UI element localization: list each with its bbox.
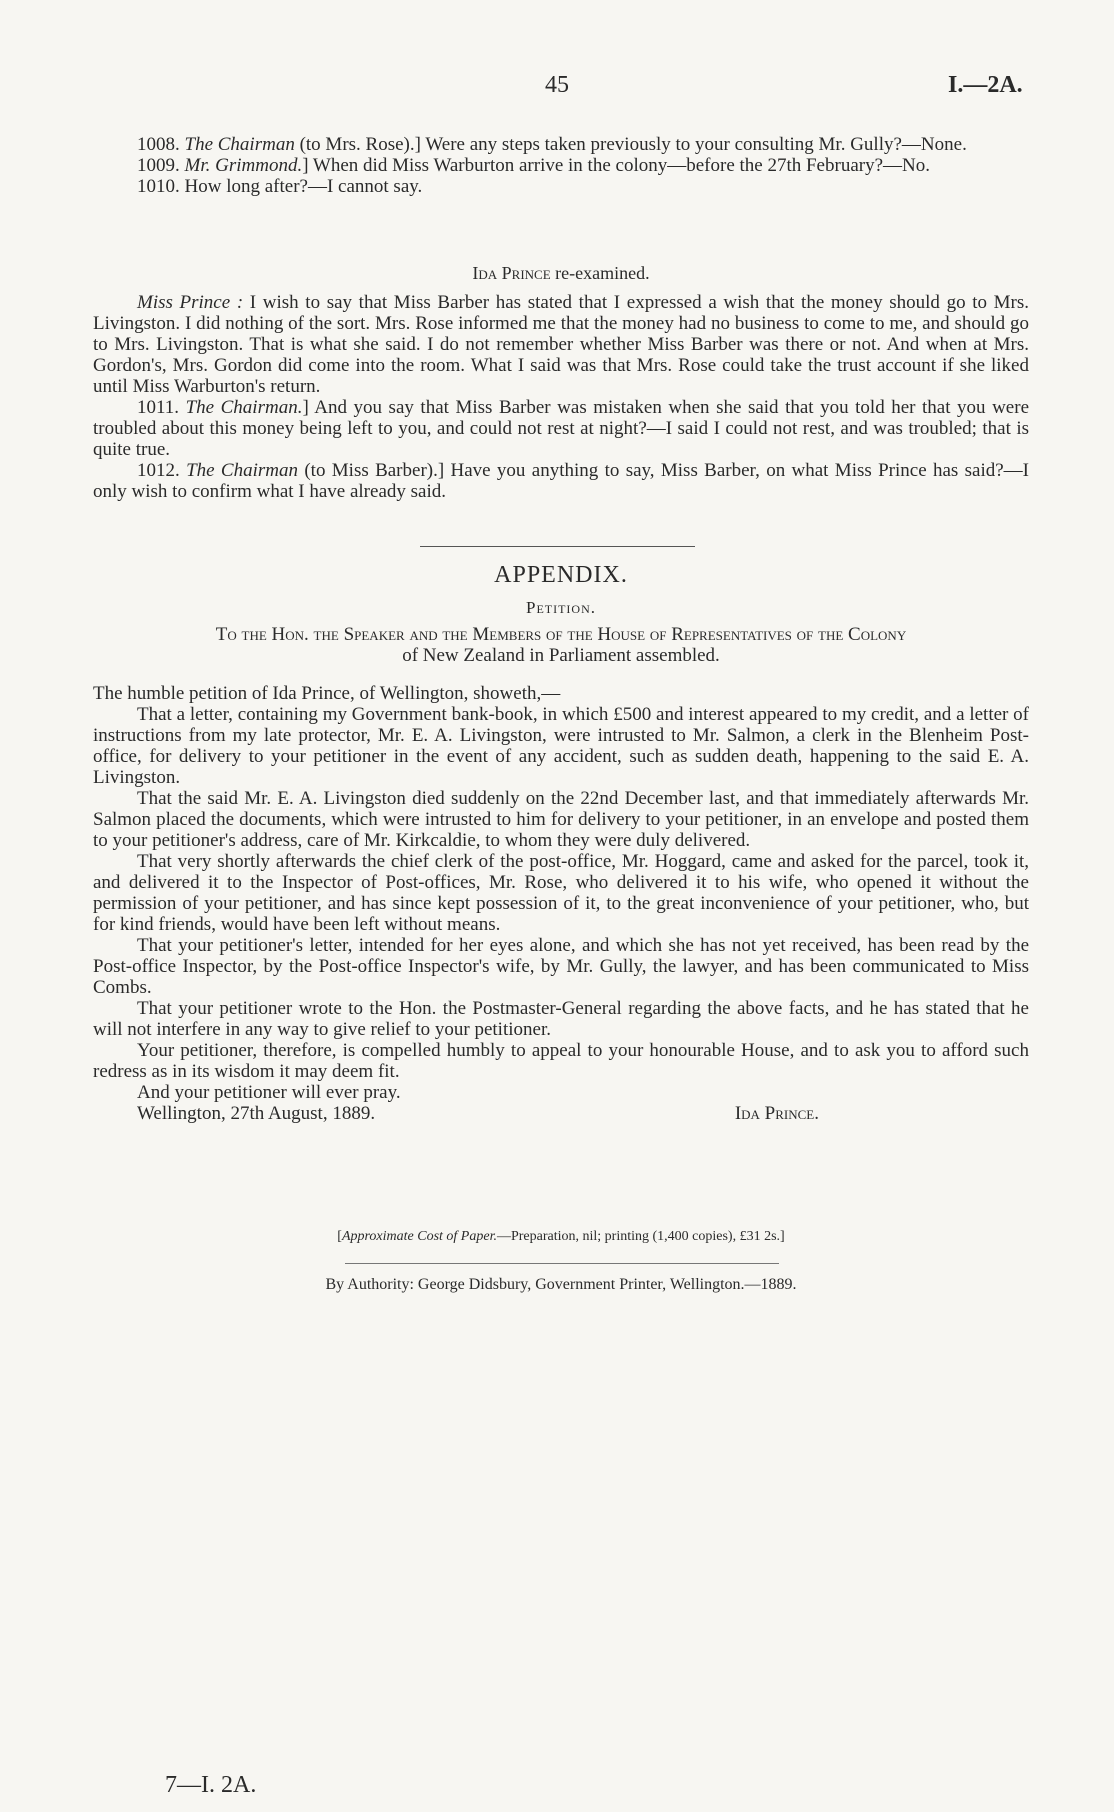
evidence-item: 1012. The Chairman (to Miss Barber).] Have you anything to say, Miss Barber, on what Miss Prince has said?—I only wish to confirm what I have already said. <box>93 460 1029 502</box>
evidence-block <box>93 134 1029 197</box>
page-number: 45 <box>545 72 569 98</box>
statement-block <box>93 292 1029 502</box>
petition-paragraph: That your petitioner wrote to the Hon. the Postmaster-General regarding the above facts, and he has stated that he will not interfere in any way to give relief to your petitioner. <box>93 998 1029 1040</box>
petition-address: To the Hon. the Speaker and the Members of the House of Representatives of the Colony of New Zealand in Parliament assembled. <box>215 624 907 666</box>
petition-closing: And your petitioner will ever pray. <box>137 1082 401 1103</box>
appendix-title: APPENDIX. <box>494 562 628 588</box>
petition-body <box>93 704 1029 1124</box>
petition-paragraph: Your petitioner, therefore, is compelled humbly to appeal to your honourable House, and to ask you to afford such redress as in its wisdom it may deem fit. <box>93 1040 1029 1082</box>
signature-mark: 7—I. 2A. <box>165 1772 257 1798</box>
appendix-subtitle: Petition. <box>525 598 597 617</box>
evidence-item: 1011. The Chairman.] And you say that Miss Barber was mistaken when she said that you told her that you were troubled about this money being left to you, and could not rest at night?—I said I could not rest, and was troubled; that is quite true. <box>93 397 1030 460</box>
petition-place-date: Wellington, 27th August, 1889. <box>137 1103 376 1124</box>
footer-divider <box>345 1263 779 1264</box>
reexamination-heading: Ida Prince re-examined. <box>472 263 650 283</box>
evidence-item: 1009. Mr. Grimmond.] When did Miss Warburton arrive in the colony—before the 27th February?—No. <box>137 155 930 176</box>
statement-paragraph: Miss Prince : I wish to say that Miss Barber has stated that I expressed a wish that the money should go to Mrs. Livingston. I did nothing of the sort. Mrs. Rose informed me that the money had no business to come to me, and should go to Mrs. Livingston. That is what she said. I do not remember whether Miss Barber was there or not. And when at Mrs. Gordon's, Mrs. Gordon did come into the room. What I said was that Mrs. Rose could take the trust account if she liked until Miss Warburton's return. <box>93 292 1029 397</box>
petition-paragraph: That the said Mr. E. A. Livingston died suddenly on the 22nd December last, and that immediately afterwards Mr. Salmon placed the documents, which were intrusted to him for delivery to your petitioner, in an envelope and posted them to your petitioner's address, care of Mr. Kirkcaldie, to whom they were duly delivered. <box>93 788 1029 851</box>
printer-authority: By Authority: George Didsbury, Government Printer, Wellington.—1889. <box>325 1276 797 1293</box>
petition-paragraph: That a letter, containing my Government bank-book, in which £500 and interest appeared to my credit, and a letter of instructions from my late protector, Mr. E. A. Livingston, were intrusted to Mr. Salmon, a clerk in the Blenheim Post-office, for delivery to your petitioner in the event of any accident, such as sudden death, happening to the said E. A. Livingston. <box>93 704 1029 788</box>
petition-signature: Ida Prince. <box>734 1103 819 1124</box>
document-reference: I.—2A. <box>948 72 1023 98</box>
petition-paragraph: That very shortly afterwards the chief clerk of the post-office, Mr. Hoggard, came and asked for the parcel, took it, and delivered it to the Inspector of Post-offices, Mr. Rose, who delivered it to his wife, who opened it without the permission of your petitioner, and has since kept possession of it, to the great inconvenience of your petitioner, who, but for kind friends, would have been left without means. <box>93 851 1029 935</box>
evidence-item: 1010. How long after?—I cannot say. <box>137 176 423 197</box>
section-divider <box>420 546 695 547</box>
petition-intro: The humble petition of Ida Prince, of Wellington, showeth,— <box>93 683 561 704</box>
petition-paragraph: That your petitioner's letter, intended for her eyes alone, and which she has not yet received, has been read by the Post-office Inspector, by the Post-office Inspector's wife, by Mr. Gully, the lawyer, and has been communicated to Miss Combs. <box>93 935 1029 998</box>
evidence-item: 1008. The Chairman (to Mrs. Rose).] Were any steps taken previously to your consulting Mr. Gully?—None. <box>137 134 967 155</box>
cost-note: [Approximate Cost of Paper.—Preparation, nil; printing (1,400 copies), £31 2s.] <box>337 1229 785 1244</box>
